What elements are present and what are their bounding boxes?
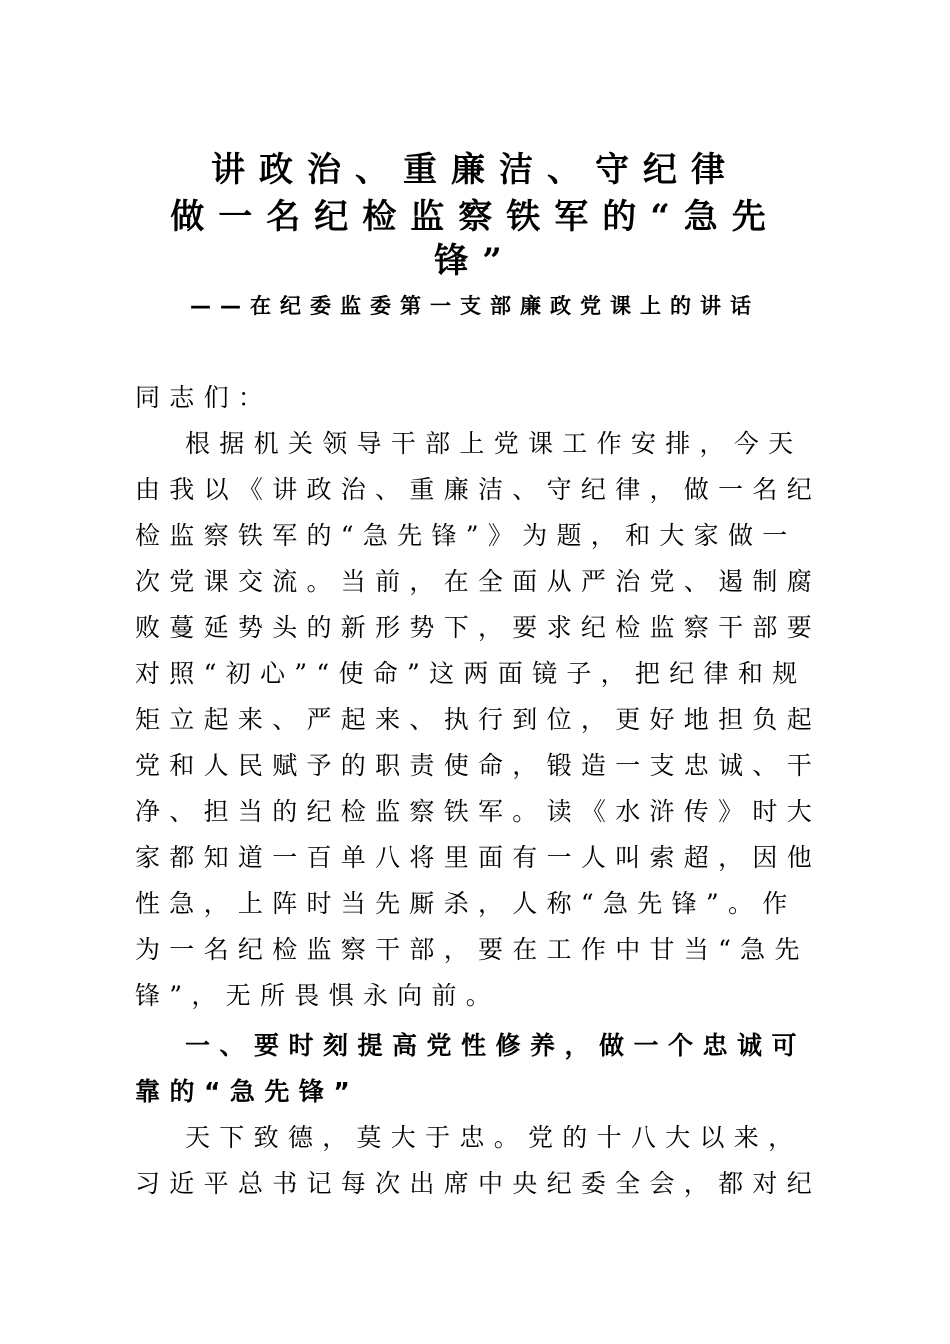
subtitle: ——在纪委监委第一支部廉政党课上的讲话 — [190, 294, 760, 318]
paragraph-intro: 根据机关领导干部上党课工作安排，今天由我以《讲政治、重廉洁、守纪律，做一名纪检监察铁军的“急先锋”》为题，和大家做一次党课交流。当前，在全面从严治党、遏制腐败蔓延势头的新形势下，要求纪检监察干部要对照“初心”“使命”这两面镜子，把纪律和规矩立起来、严起来、执行到位，更好地担负起党和人民赋予的职责使命，锻造一支忠诚、干净、担当的纪检监察铁军。读《水浒传》时大家都知道一百单八将里面有一人叫索超，因他性急，上阵时当先厮杀，人称“急先锋”。作为一名纪检监察干部，要在工作中甘当“急先锋”，无所畏惧永向前。 — [135, 429, 822, 1010]
greeting: 同志们： — [135, 383, 273, 412]
paragraph-section-1: 天下致德，莫大于忠。党的十八大以来，习近平总书记每次出席中央纪委全会，都对纪 — [135, 1123, 822, 1198]
title-line-3: 锋” — [434, 241, 516, 281]
section-heading-1: 一、要时刻提高党性修养，做一个忠诚可靠的“急先锋” — [135, 1031, 807, 1106]
title-line-2: 做一名纪检监察铁军的“急先 — [170, 197, 780, 237]
title-line-1: 讲政治、重廉洁、守纪律 — [211, 150, 739, 190]
